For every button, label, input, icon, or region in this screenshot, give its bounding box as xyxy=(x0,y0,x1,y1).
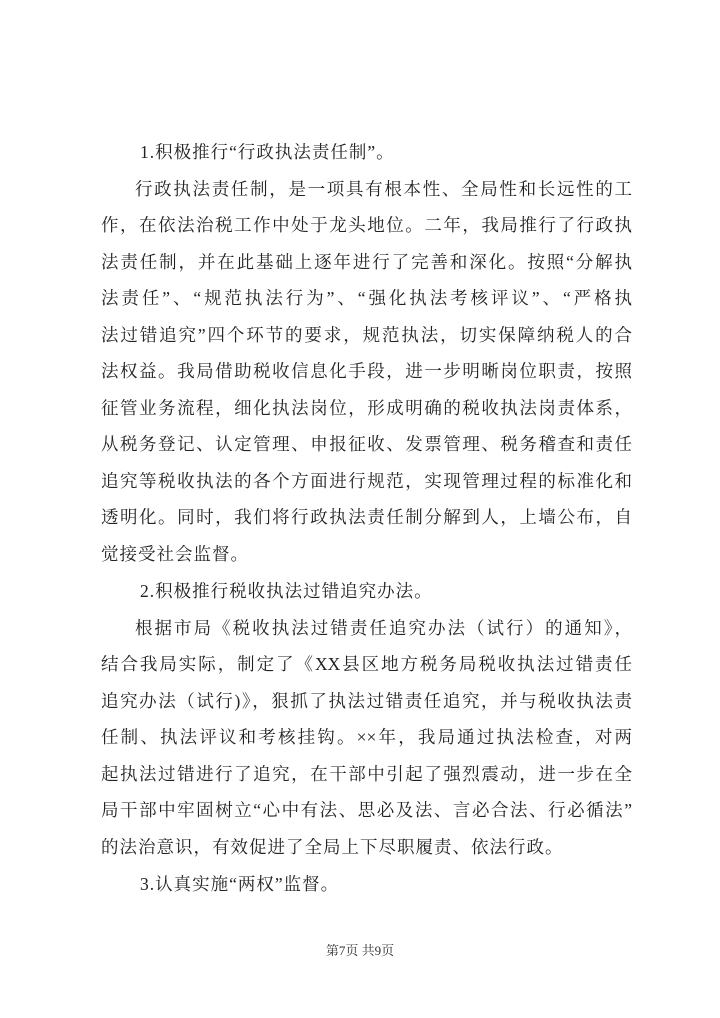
section-3-heading: 3.认真实施“两权”监督。 xyxy=(140,874,340,894)
page-number: 第7页 共9页 xyxy=(325,943,395,958)
paragraph-line: 局干部中牢固树立“心中有法、思必及法、言必合法、行必循法” xyxy=(101,800,632,820)
paragraph-line: 根据市局《税收执法过错责任追究办法（试行）的通知》， xyxy=(135,618,632,638)
paragraph-line: 任制、执法评议和考核挂钩。××年，我局通过执法检查，对两 xyxy=(101,727,632,747)
paragraph-line: 征管业务流程，细化执法岗位，形成明确的税收执法岗责体系， xyxy=(101,398,632,418)
paragraph-line: 结合我局实际，制定了《XX县区地方税务局税收执法过错责任 xyxy=(101,654,632,674)
paragraph-line: 追究办法（试行)》，狠抓了执法过错责任追究，并与税收执法责 xyxy=(101,691,632,711)
paragraph-line: 法过错追究”四个环节的要求，规范执法，切实保障纳税人的合 xyxy=(101,325,632,345)
paragraph-line: 的法治意识，有效促进了全局上下尽职履责、依法行政。 xyxy=(101,837,564,857)
paragraph-line: 从税务登记、认定管理、申报征收、发票管理、税务稽查和责任 xyxy=(101,434,632,454)
paragraph-line: 透明化。同时，我们将行政执法责任制分解到人，上墙公布，自 xyxy=(101,507,632,527)
paragraph-line: 法权益。我局借助税收信息化手段，进一步明晰岗位职责，按照 xyxy=(101,361,632,381)
paragraph-line: 行政执法责任制，是一项具有根本性、全局性和长远性的工 xyxy=(135,179,632,199)
paragraph-line: 法责任制，并在此基础上逐年进行了完善和深化。按照“分解执 xyxy=(101,252,632,272)
paragraph-line: 觉接受社会监督。 xyxy=(101,544,249,564)
paragraph-line: 作，在依法治税工作中处于龙头地位。二年，我局推行了行政执 xyxy=(101,215,632,235)
section-2-heading: 2.积极推行税收执法过错追究办法。 xyxy=(140,581,433,601)
paragraph-line: 法责任”、“规范执法行为”、“强化执法考核评议”、“严格执 xyxy=(101,288,632,308)
section-1-heading: 1.积极推行“行政执法责任制”。 xyxy=(140,142,395,162)
paragraph-line: 起执法过错进行了追究，在干部中引起了强烈震动，进一步在全 xyxy=(101,764,632,784)
paragraph-line: 追究等税收执法的各个方面进行规范，实现管理过程的标准化和 xyxy=(101,471,632,491)
